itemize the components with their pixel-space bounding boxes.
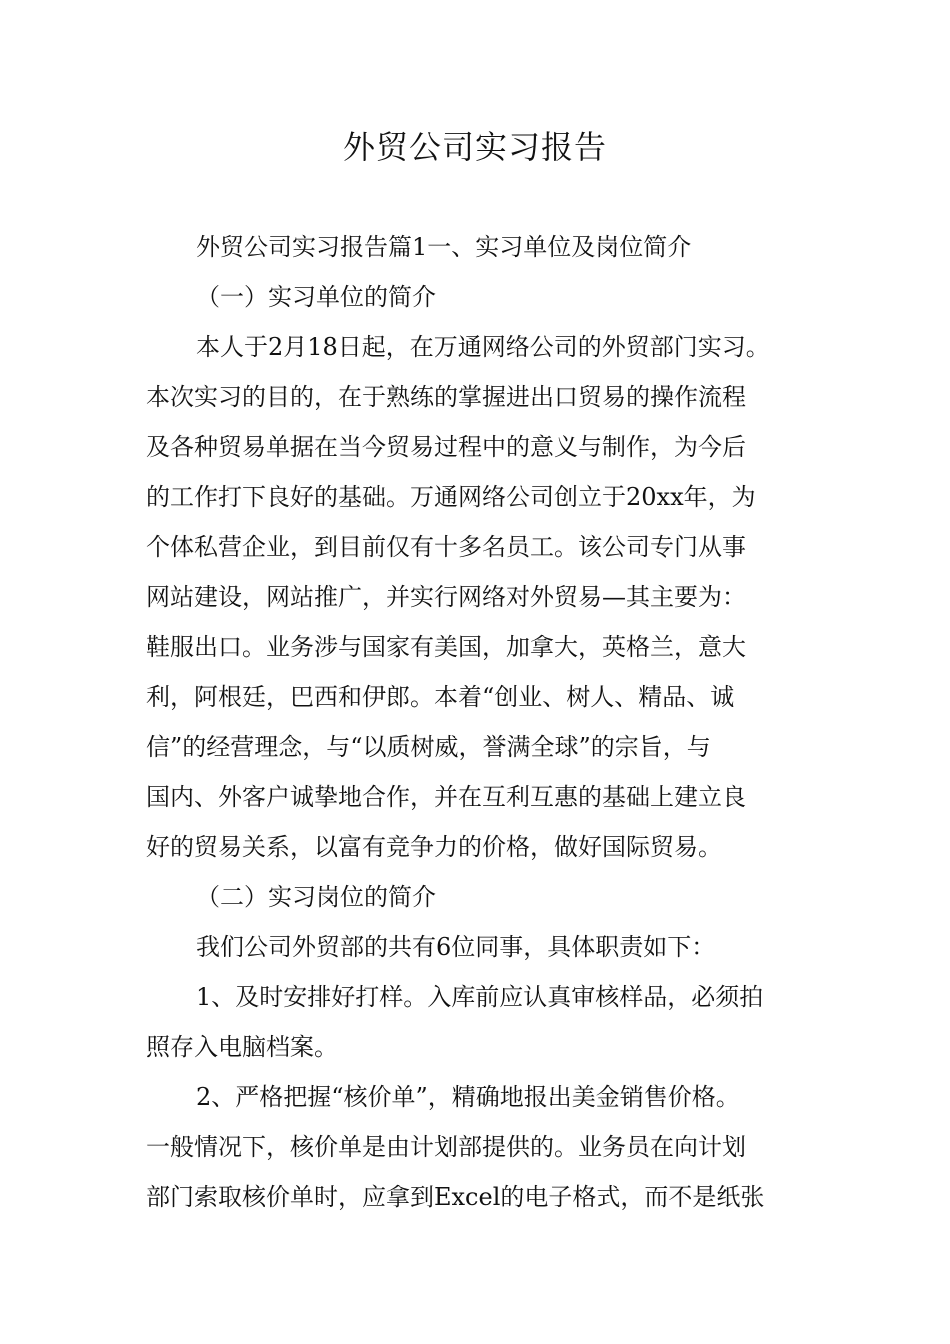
paragraph-line: 好的贸易关系，以富有竞争力的价格，做好国际贸易。: [146, 833, 722, 861]
document-title: 外贸公司实习报告: [342, 128, 607, 166]
paragraph-line: 我们公司外贸部的共有6位同事，具体职责如下：: [196, 933, 716, 961]
paragraph-line: 外贸公司实习报告篇1一、实习单位及岗位简介: [196, 233, 692, 261]
paragraph-line: 个体私营企业，到目前仅有十多名员工。该公司专门从事: [146, 533, 746, 561]
paragraph-line: 及各种贸易单据在当今贸易过程中的意义与制作，为今后: [146, 433, 746, 461]
paragraph-line: 本人于2月18日起，在万通网络公司的外贸部门实习。: [196, 333, 770, 361]
section-heading: （一）实习单位的简介: [196, 283, 436, 311]
paragraph-line: 利，阿根廷，巴西和伊郎。本着“创业、树人、精品、诚: [146, 683, 735, 711]
paragraph-line: 本次实习的目的，在于熟练的掌握进出口贸易的操作流程: [146, 383, 746, 411]
paragraph-line: 照存入电脑档案。: [146, 1033, 338, 1061]
section-heading: （二）实习岗位的简介: [196, 883, 436, 911]
paragraph-line: 部门索取核价单时，应拿到Excel的电子格式，而不是纸张: [146, 1183, 765, 1211]
paragraph-line: 的工作打下良好的基础。万通网络公司创立于20xx年，为: [146, 483, 756, 511]
paragraph-line: 鞋服出口。业务涉与国家有美国，加拿大，英格兰，意大: [146, 633, 746, 661]
paragraph-line: 网站建设，网站推广，并实行网络对外贸易—其主要为：: [146, 583, 746, 611]
paragraph-line: 国内、外客户诚挚地合作，并在互利互惠的基础上建立良: [146, 783, 746, 811]
list-item: 1、及时安排好打样。入库前应认真审核样品，必须拍: [196, 983, 764, 1011]
paragraph-line: 一般情况下，核价单是由计划部提供的。业务员在向计划: [146, 1133, 746, 1161]
list-item: 2、严格把握“核价单”，精确地报出美金销售价格。: [196, 1083, 740, 1111]
paragraph-line: 信”的经营理念，与“以质树威，誉满全球”的宗旨，与: [146, 733, 711, 761]
